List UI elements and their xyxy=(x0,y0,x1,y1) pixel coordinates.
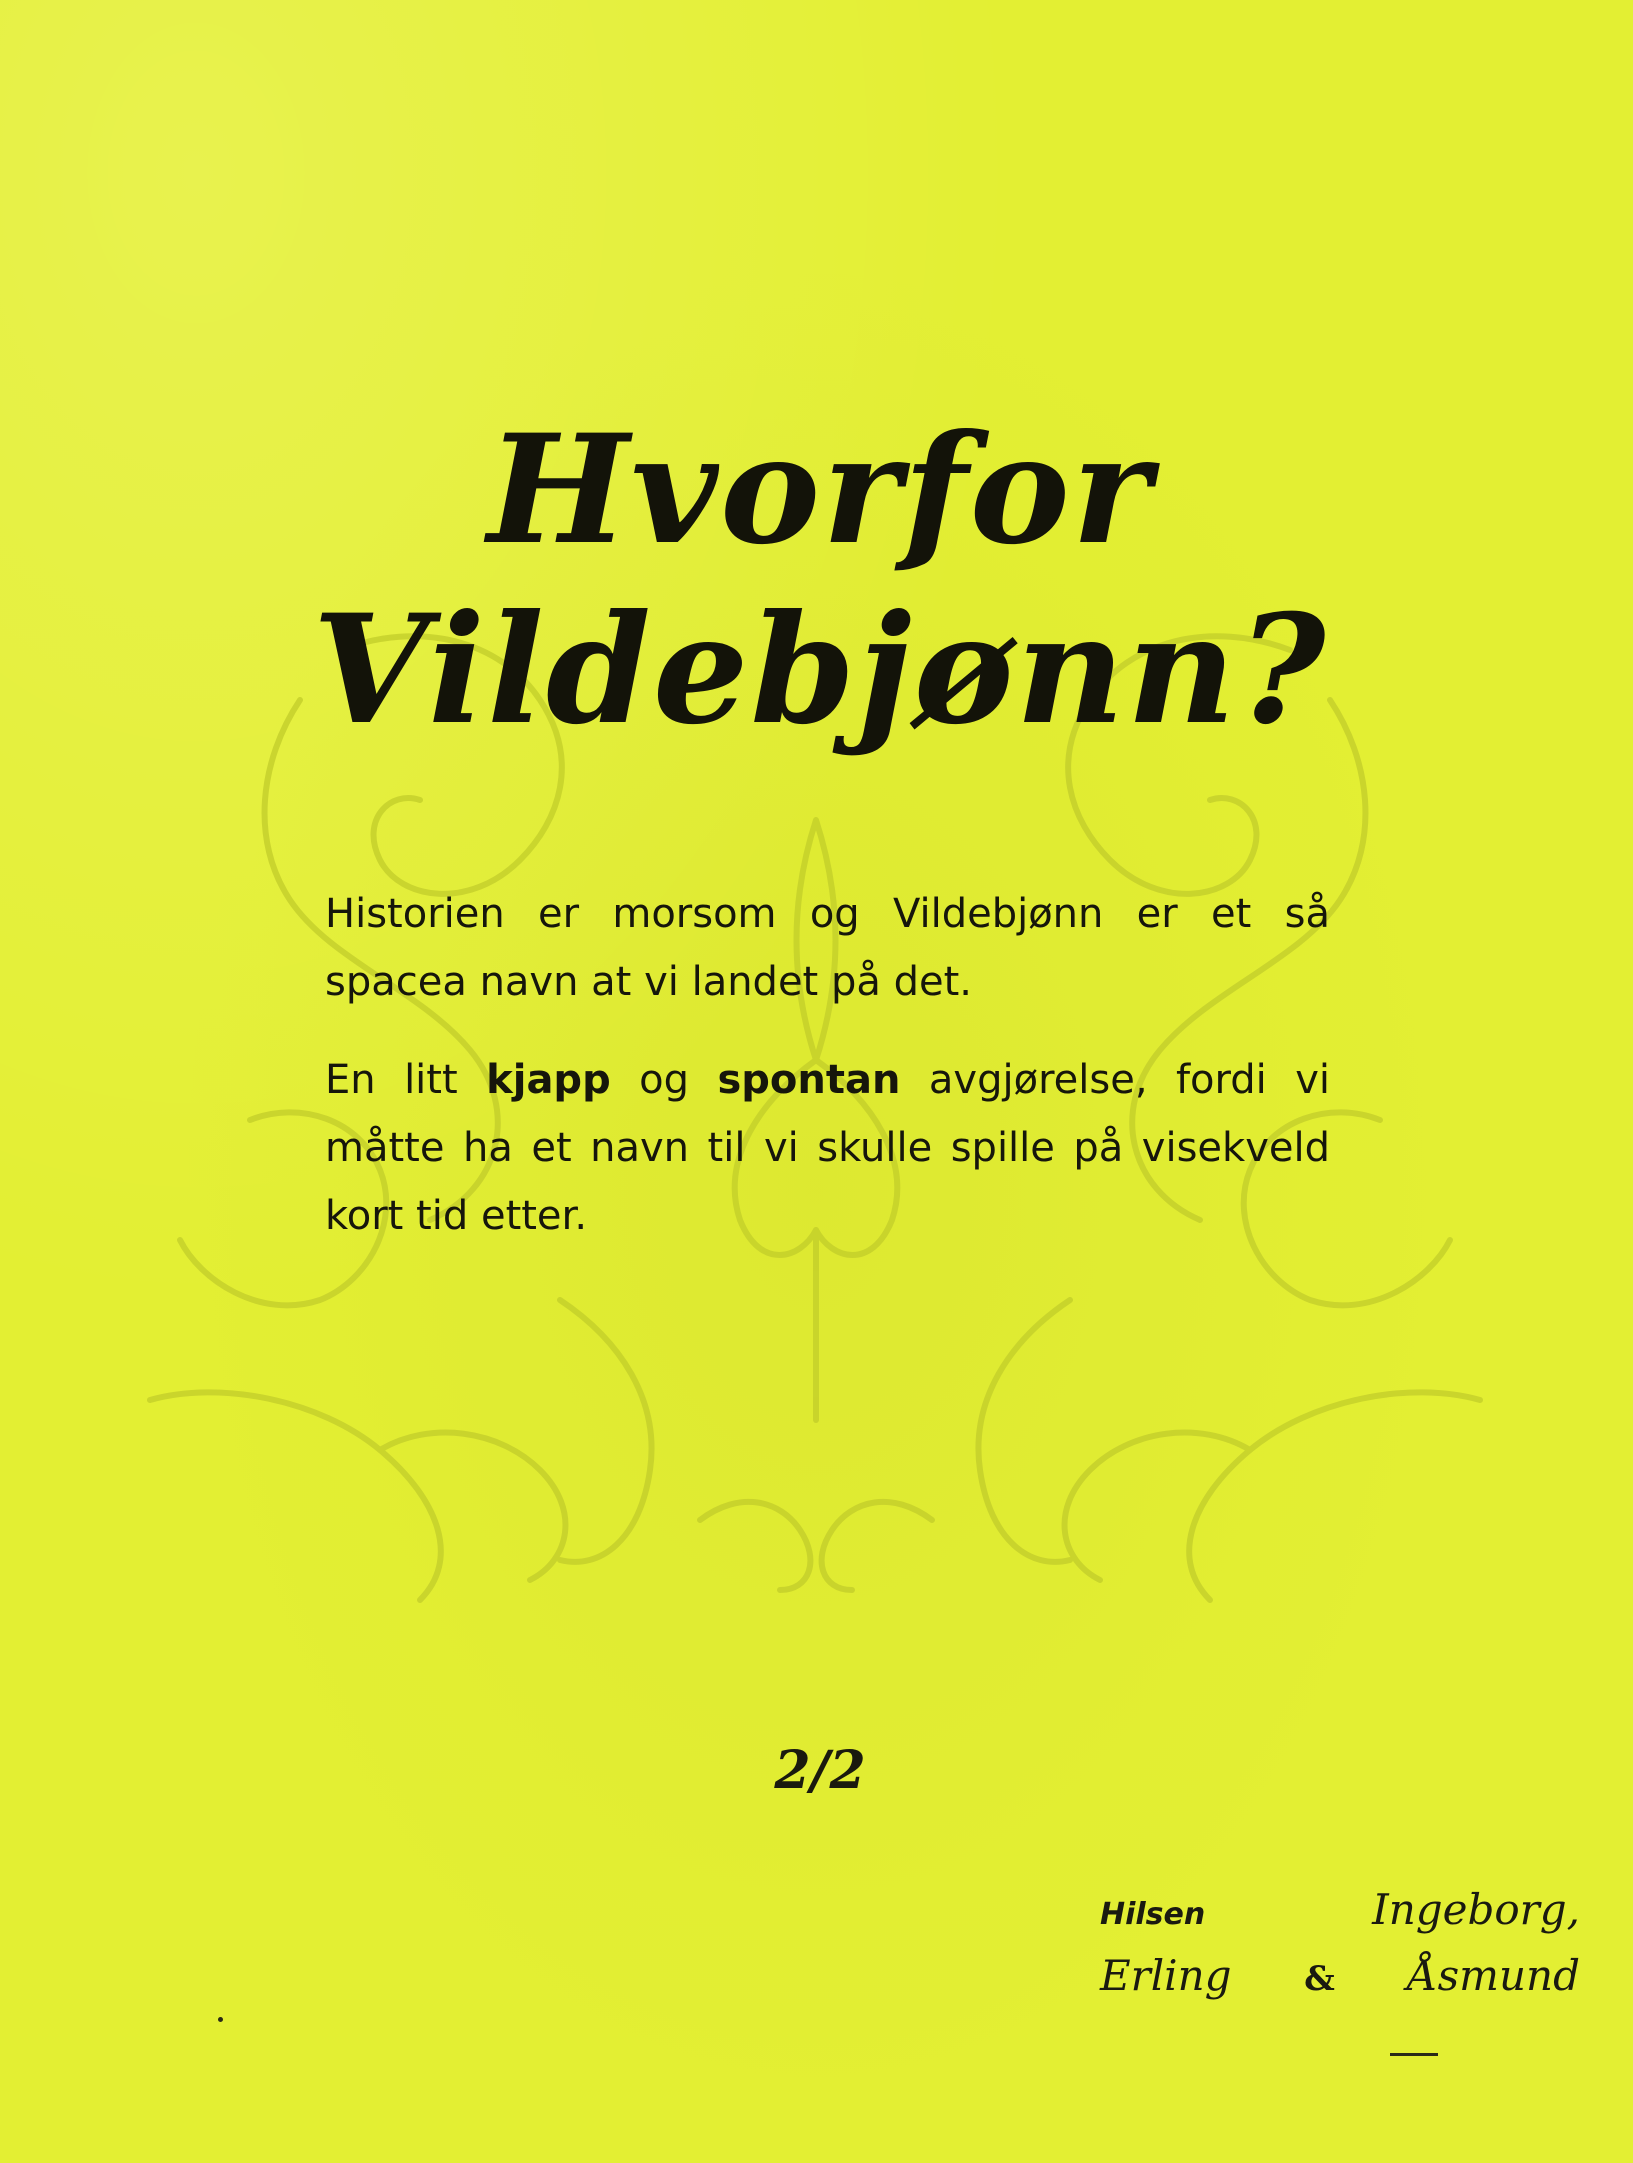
body-text xyxy=(325,880,1330,1280)
signature-name-erling: Erling xyxy=(1100,1951,1232,2000)
paragraph-2-text-a: En litt xyxy=(325,1057,487,1103)
page-number: 2/2 xyxy=(774,1740,866,1801)
signature-ampersand: & xyxy=(1304,1959,1335,1999)
page-title: Hvorfor Vildebjønn? xyxy=(312,402,1328,758)
paragraph-2-text-b: og xyxy=(610,1057,718,1103)
signature-name-ingeborg: Ingeborg, xyxy=(1372,1885,1580,1934)
emphasis-kjapp: kjapp xyxy=(486,1057,611,1103)
signature-underline xyxy=(1390,2053,1438,2056)
paragraph-2 xyxy=(325,1046,1330,1250)
signature-greeting: Hilsen xyxy=(1100,1897,1206,1932)
signature-block xyxy=(1100,1885,1580,2021)
signature-name-asmund: Åsmund xyxy=(1407,1951,1580,2000)
paragraph-2-text-c: avgjørelse, fordi vi måtte ha et navn til vi skulle spille på visekveld kort tid etter. xyxy=(325,1057,1331,1239)
emphasis-spontan: spontan xyxy=(717,1057,901,1103)
paragraph-1: Historien er morsom og Vildebjønn er et så spacea navn at vi landet på det. xyxy=(325,891,1330,1005)
ink-speck xyxy=(218,2017,223,2022)
